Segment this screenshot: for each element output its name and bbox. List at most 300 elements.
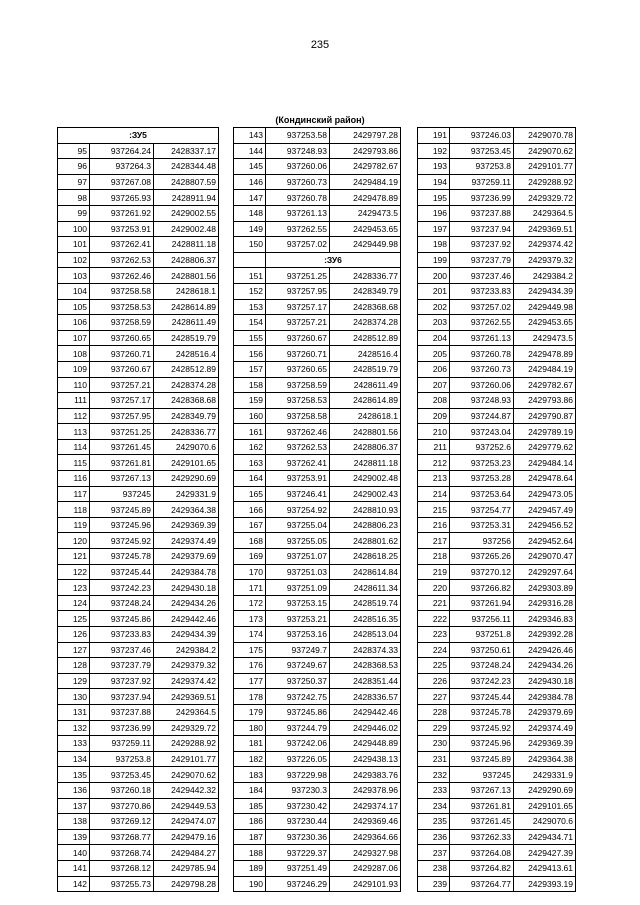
table-row — [418, 580, 576, 596]
y-coordinate-cell: 2429384.2 — [154, 642, 219, 658]
x-coordinate-cell: 937264.24 — [90, 143, 154, 159]
y-coordinate-cell: 2429316.28 — [514, 595, 576, 611]
point-number-cell: 217 — [418, 533, 450, 549]
table-row — [418, 767, 576, 783]
y-coordinate-cell: 2428368.68 — [330, 299, 401, 315]
x-coordinate-cell: 937242.23 — [90, 580, 154, 596]
point-number-cell: 106 — [58, 315, 90, 331]
y-coordinate-cell: 2429070.62 — [514, 143, 576, 159]
table-row — [234, 533, 401, 549]
x-coordinate-cell: 937262.53 — [90, 252, 154, 268]
y-coordinate-cell: 2429426.46 — [514, 642, 576, 658]
x-coordinate-cell: 937253.21 — [266, 611, 330, 627]
table-row — [234, 205, 401, 221]
point-number-cell: 134 — [58, 751, 90, 767]
x-coordinate-cell: 937256 — [450, 533, 514, 549]
table-row — [58, 595, 219, 611]
table-row — [234, 408, 401, 424]
y-coordinate-cell: 2428614.89 — [330, 393, 401, 409]
x-coordinate-cell: 937248.93 — [450, 393, 514, 409]
y-coordinate-cell: 2429453.65 — [514, 315, 576, 331]
table-row — [418, 408, 576, 424]
y-coordinate-cell: 2428618.1 — [154, 283, 219, 299]
x-coordinate-cell: 937230.42 — [266, 798, 330, 814]
table-row — [58, 751, 219, 767]
x-coordinate-cell: 937257.21 — [90, 377, 154, 393]
table-row — [234, 174, 401, 190]
point-number-cell: 202 — [418, 299, 450, 315]
table-row — [418, 268, 576, 284]
x-coordinate-cell: 937267.13 — [450, 782, 514, 798]
y-coordinate-cell: 2429434.26 — [154, 595, 219, 611]
table-row — [58, 502, 219, 518]
table-row — [58, 174, 219, 190]
y-coordinate-cell: 2428512.89 — [330, 330, 401, 346]
table-row — [418, 393, 576, 409]
x-coordinate-cell: 937258.53 — [90, 299, 154, 315]
y-coordinate-cell: 2429457.49 — [514, 502, 576, 518]
table-row — [58, 627, 219, 643]
x-coordinate-cell: 937246.29 — [266, 876, 330, 892]
point-number-cell: 102 — [58, 252, 90, 268]
table-row — [58, 455, 219, 471]
table-row — [234, 782, 401, 798]
coordinates-table-1 — [57, 127, 219, 892]
table-row — [58, 814, 219, 830]
point-number-cell: 167 — [234, 517, 266, 533]
y-coordinate-cell: 2429364.66 — [330, 829, 401, 845]
y-coordinate-cell: 2429434.71 — [514, 829, 576, 845]
y-coordinate-cell: 2429384.2 — [514, 268, 576, 284]
y-coordinate-cell: 2429364.38 — [154, 502, 219, 518]
x-coordinate-cell: 937261.81 — [90, 455, 154, 471]
point-number-cell: 138 — [58, 814, 90, 830]
point-number-cell: 133 — [58, 736, 90, 752]
table-row — [418, 252, 576, 268]
table-row — [418, 502, 576, 518]
x-coordinate-cell: 937253.28 — [450, 471, 514, 487]
y-coordinate-cell: 2428614.89 — [154, 299, 219, 315]
x-coordinate-cell: 937262.33 — [450, 829, 514, 845]
y-coordinate-cell: 2429413.61 — [514, 860, 576, 876]
table-row — [418, 549, 576, 565]
table-row — [418, 205, 576, 221]
table-row — [58, 549, 219, 565]
y-coordinate-cell: 2428801.56 — [330, 424, 401, 440]
point-number-cell: 115 — [58, 455, 90, 471]
table-row — [234, 299, 401, 315]
point-number-cell: 180 — [234, 720, 266, 736]
y-coordinate-cell: 2429364.38 — [514, 751, 576, 767]
point-number-cell: 169 — [234, 549, 266, 565]
section-label: :ЗУ6 — [266, 252, 401, 268]
table-row — [418, 143, 576, 159]
y-coordinate-cell: 2429430.18 — [154, 580, 219, 596]
x-coordinate-cell: 937264.77 — [450, 876, 514, 892]
x-coordinate-cell: 937230.44 — [266, 814, 330, 830]
table-row — [58, 798, 219, 814]
x-coordinate-cell: 937253.31 — [450, 517, 514, 533]
y-coordinate-cell: 2429070.6 — [154, 439, 219, 455]
point-number-cell: 162 — [234, 439, 266, 455]
point-number-cell: 216 — [418, 517, 450, 533]
x-coordinate-cell: 937260.67 — [90, 361, 154, 377]
x-coordinate-cell: 937262.46 — [90, 268, 154, 284]
table-row — [58, 564, 219, 580]
point-number-cell: 151 — [234, 268, 266, 284]
x-coordinate-cell: 937264.3 — [90, 159, 154, 175]
y-coordinate-cell: 2429329.72 — [514, 190, 576, 206]
table-row — [58, 658, 219, 674]
y-coordinate-cell: 2429452.64 — [514, 533, 576, 549]
y-coordinate-cell: 2429346.83 — [514, 611, 576, 627]
x-coordinate-cell: 937242.75 — [266, 689, 330, 705]
y-coordinate-cell: 2428336.77 — [330, 268, 401, 284]
point-number-cell: 126 — [58, 627, 90, 643]
y-coordinate-cell: 2429430.18 — [514, 673, 576, 689]
y-coordinate-cell: 2429478.89 — [514, 346, 576, 362]
point-number-cell: 135 — [58, 767, 90, 783]
x-coordinate-cell: 937255.05 — [266, 533, 330, 549]
table-row — [234, 829, 401, 845]
y-coordinate-cell: 2429101.65 — [514, 798, 576, 814]
x-coordinate-cell: 937230.36 — [266, 829, 330, 845]
x-coordinate-cell: 937237.88 — [90, 704, 154, 720]
y-coordinate-cell: 2429070.6 — [514, 814, 576, 830]
y-coordinate-cell: 2429101.93 — [330, 876, 401, 892]
y-coordinate-cell: 2428806.23 — [330, 517, 401, 533]
y-coordinate-cell: 2429002.43 — [330, 486, 401, 502]
x-coordinate-cell: 937265.93 — [90, 190, 154, 206]
y-coordinate-cell: 2429379.32 — [514, 252, 576, 268]
table-row — [58, 611, 219, 627]
x-coordinate-cell: 937237.94 — [90, 689, 154, 705]
point-number-cell: 186 — [234, 814, 266, 830]
table-row — [418, 128, 576, 144]
point-number-cell: 194 — [418, 174, 450, 190]
x-coordinate-cell: 937246.41 — [266, 486, 330, 502]
x-coordinate-cell: 937233.83 — [90, 627, 154, 643]
x-coordinate-cell: 937253.16 — [266, 627, 330, 643]
table-row — [58, 252, 219, 268]
y-coordinate-cell: 2429070.62 — [154, 767, 219, 783]
x-coordinate-cell: 937257.95 — [266, 283, 330, 299]
table-row — [418, 159, 576, 175]
y-coordinate-cell: 2429374.49 — [514, 720, 576, 736]
point-number-cell: 156 — [234, 346, 266, 362]
x-coordinate-cell: 937253.8 — [450, 159, 514, 175]
point-number-cell: 203 — [418, 315, 450, 331]
y-coordinate-cell: 2429287.06 — [330, 860, 401, 876]
x-coordinate-cell: 937245.86 — [266, 704, 330, 720]
x-coordinate-cell: 937260.71 — [90, 346, 154, 362]
y-coordinate-cell: 2429434.39 — [154, 627, 219, 643]
x-coordinate-cell: 937260.06 — [266, 159, 330, 175]
x-coordinate-cell: 937245.92 — [90, 533, 154, 549]
y-coordinate-cell: 2428911.94 — [154, 190, 219, 206]
x-coordinate-cell: 937237.92 — [90, 673, 154, 689]
x-coordinate-cell: 937230.3 — [266, 782, 330, 798]
x-coordinate-cell: 937253.15 — [266, 595, 330, 611]
y-coordinate-cell: 2429474.07 — [154, 814, 219, 830]
section-header-row — [234, 252, 401, 268]
x-coordinate-cell: 937236.99 — [90, 720, 154, 736]
y-coordinate-cell: 2429290.69 — [514, 782, 576, 798]
point-number-cell: 117 — [58, 486, 90, 502]
x-coordinate-cell: 937251.25 — [90, 424, 154, 440]
table-row — [58, 237, 219, 253]
point-number-cell: 161 — [234, 424, 266, 440]
table-row — [58, 205, 219, 221]
x-coordinate-cell: 937268.74 — [90, 845, 154, 861]
point-number-cell: 143 — [234, 128, 266, 144]
x-coordinate-cell: 937244.79 — [266, 720, 330, 736]
point-number-cell: 226 — [418, 673, 450, 689]
table-row — [418, 533, 576, 549]
table-row — [234, 673, 401, 689]
y-coordinate-cell: 2428374.28 — [154, 377, 219, 393]
x-coordinate-cell: 937260.67 — [266, 330, 330, 346]
point-number-cell: 160 — [234, 408, 266, 424]
point-number-cell: 159 — [234, 393, 266, 409]
point-number-cell: 155 — [234, 330, 266, 346]
x-coordinate-cell: 937237.88 — [450, 205, 514, 221]
x-coordinate-cell: 937245.96 — [450, 736, 514, 752]
point-number-cell: 111 — [58, 393, 90, 409]
point-number-cell: 207 — [418, 377, 450, 393]
y-coordinate-cell: 2429442.46 — [154, 611, 219, 627]
y-coordinate-cell: 2429383.76 — [330, 767, 401, 783]
table-row — [234, 845, 401, 861]
x-coordinate-cell: 937261.13 — [266, 205, 330, 221]
x-coordinate-cell: 937257.17 — [266, 299, 330, 315]
point-number-cell: 224 — [418, 642, 450, 658]
point-number-cell: 239 — [418, 876, 450, 892]
y-coordinate-cell: 2429331.9 — [514, 767, 576, 783]
table-row — [58, 486, 219, 502]
y-coordinate-cell: 2429379.32 — [154, 658, 219, 674]
point-number-cell: 116 — [58, 471, 90, 487]
table-row — [234, 330, 401, 346]
x-coordinate-cell: 937261.45 — [450, 814, 514, 830]
x-coordinate-cell: 937237.46 — [90, 642, 154, 658]
y-coordinate-cell: 2429290.69 — [154, 471, 219, 487]
table-row — [234, 268, 401, 284]
point-number-cell: 99 — [58, 205, 90, 221]
y-coordinate-cell: 2429484.14 — [514, 455, 576, 471]
y-coordinate-cell: 2429369.39 — [514, 736, 576, 752]
y-coordinate-cell: 2428336.57 — [330, 689, 401, 705]
table-row — [418, 424, 576, 440]
point-number-cell: 130 — [58, 689, 90, 705]
y-coordinate-cell: 2429392.28 — [514, 627, 576, 643]
table-row — [234, 486, 401, 502]
x-coordinate-cell: 937259.11 — [90, 736, 154, 752]
table-row — [234, 642, 401, 658]
y-coordinate-cell: 2429484.27 — [154, 845, 219, 861]
y-coordinate-cell: 2428374.28 — [330, 315, 401, 331]
point-number-cell: 222 — [418, 611, 450, 627]
point-number-cell: 205 — [418, 346, 450, 362]
x-coordinate-cell: 937251.49 — [266, 860, 330, 876]
x-coordinate-cell: 937255.73 — [90, 876, 154, 892]
y-coordinate-cell: 2428611.34 — [330, 580, 401, 596]
table-row — [418, 689, 576, 705]
y-coordinate-cell: 2429782.67 — [330, 159, 401, 175]
table-row — [418, 237, 576, 253]
table-row — [418, 860, 576, 876]
point-number-cell: 174 — [234, 627, 266, 643]
y-coordinate-cell: 2428519.79 — [154, 330, 219, 346]
y-coordinate-cell: 2429002.48 — [330, 471, 401, 487]
table-row — [58, 361, 219, 377]
point-number-cell: 114 — [58, 439, 90, 455]
point-number-cell: 122 — [58, 564, 90, 580]
x-coordinate-cell: 937268.12 — [90, 860, 154, 876]
point-number-cell: 101 — [58, 237, 90, 253]
x-coordinate-cell: 937253.8 — [90, 751, 154, 767]
point-number-cell: 171 — [234, 580, 266, 596]
point-number-cell: 208 — [418, 393, 450, 409]
y-coordinate-cell: 2428516.4 — [330, 346, 401, 362]
x-coordinate-cell: 937244.87 — [450, 408, 514, 424]
x-coordinate-cell: 937245.78 — [450, 704, 514, 720]
y-coordinate-cell: 2429449.53 — [154, 798, 219, 814]
point-number-cell: 132 — [58, 720, 90, 736]
table-row — [234, 128, 401, 144]
point-number-cell: 136 — [58, 782, 90, 798]
point-number-cell: 178 — [234, 689, 266, 705]
table-row — [58, 720, 219, 736]
x-coordinate-cell: 937242.06 — [266, 736, 330, 752]
table-row — [418, 627, 576, 643]
x-coordinate-cell: 937267.13 — [90, 471, 154, 487]
y-coordinate-cell: 2429449.98 — [514, 299, 576, 315]
y-coordinate-cell: 2429070.78 — [514, 128, 576, 144]
point-number-cell: 206 — [418, 361, 450, 377]
y-coordinate-cell: 2429374.42 — [514, 237, 576, 253]
y-coordinate-cell: 2428611.49 — [154, 315, 219, 331]
x-coordinate-cell: 937266.82 — [450, 580, 514, 596]
y-coordinate-cell: 2428344.48 — [154, 159, 219, 175]
table-row — [234, 439, 401, 455]
x-coordinate-cell: 937248.93 — [266, 143, 330, 159]
point-number-cell: 187 — [234, 829, 266, 845]
x-coordinate-cell: 937261.13 — [450, 330, 514, 346]
y-coordinate-cell: 2429002.55 — [154, 205, 219, 221]
y-coordinate-cell: 2429101.65 — [154, 455, 219, 471]
point-number-cell: 148 — [234, 205, 266, 221]
table-row — [58, 424, 219, 440]
table-row — [58, 143, 219, 159]
table-row — [234, 860, 401, 876]
point-number-cell: 188 — [234, 845, 266, 861]
point-number-cell: 201 — [418, 283, 450, 299]
point-number-cell: 147 — [234, 190, 266, 206]
point-number-cell: 131 — [58, 704, 90, 720]
point-number-cell: 200 — [418, 268, 450, 284]
point-number-cell: 165 — [234, 486, 266, 502]
x-coordinate-cell: 937245.44 — [450, 689, 514, 705]
y-coordinate-cell: 2429288.92 — [154, 736, 219, 752]
table-row — [234, 159, 401, 175]
y-coordinate-cell: 2429478.89 — [330, 190, 401, 206]
point-number-cell: 150 — [234, 237, 266, 253]
point-number-cell: 127 — [58, 642, 90, 658]
point-number-cell: 170 — [234, 564, 266, 580]
x-coordinate-cell: 937270.86 — [90, 798, 154, 814]
point-number-cell: 141 — [58, 860, 90, 876]
table-row — [418, 564, 576, 580]
y-coordinate-cell: 2429364.5 — [154, 704, 219, 720]
y-coordinate-cell: 2428336.77 — [154, 424, 219, 440]
point-number-cell: 204 — [418, 330, 450, 346]
y-coordinate-cell: 2428374.33 — [330, 642, 401, 658]
table-row — [418, 346, 576, 362]
table-row — [234, 689, 401, 705]
x-coordinate-cell: 937257.21 — [266, 315, 330, 331]
x-coordinate-cell: 937245.44 — [90, 564, 154, 580]
x-coordinate-cell: 937257.17 — [90, 393, 154, 409]
point-number-cell: 192 — [418, 143, 450, 159]
point-number-cell: 166 — [234, 502, 266, 518]
y-coordinate-cell: 2429798.28 — [154, 876, 219, 892]
table-row — [234, 736, 401, 752]
table-row — [58, 393, 219, 409]
y-coordinate-cell: 2429369.51 — [154, 689, 219, 705]
point-number-cell: 232 — [418, 767, 450, 783]
point-number-cell: 210 — [418, 424, 450, 440]
point-number-cell: 144 — [234, 143, 266, 159]
point-number-cell: 229 — [418, 720, 450, 736]
table-row — [418, 736, 576, 752]
point-number-cell: 98 — [58, 190, 90, 206]
table-row — [58, 159, 219, 175]
x-coordinate-cell: 937269.12 — [90, 814, 154, 830]
x-coordinate-cell: 937245 — [450, 767, 514, 783]
y-coordinate-cell: 2428618.1 — [330, 408, 401, 424]
point-number-cell: 236 — [418, 829, 450, 845]
table-row — [234, 221, 401, 237]
y-coordinate-cell: 2429101.77 — [514, 159, 576, 175]
y-coordinate-cell: 2429442.46 — [330, 704, 401, 720]
point-number-cell: 176 — [234, 658, 266, 674]
y-coordinate-cell: 2429442.32 — [154, 782, 219, 798]
table-row — [418, 330, 576, 346]
y-coordinate-cell: 2429374.42 — [154, 673, 219, 689]
y-coordinate-cell: 2429378.96 — [330, 782, 401, 798]
x-coordinate-cell: 937262.55 — [450, 315, 514, 331]
point-number-cell: 189 — [234, 860, 266, 876]
x-coordinate-cell: 937258.59 — [90, 315, 154, 331]
y-coordinate-cell: 2429446.02 — [330, 720, 401, 736]
x-coordinate-cell: 937261.81 — [450, 798, 514, 814]
table-row — [234, 798, 401, 814]
y-coordinate-cell: 2429479.16 — [154, 829, 219, 845]
point-number-cell: 128 — [58, 658, 90, 674]
x-coordinate-cell: 937248.24 — [450, 658, 514, 674]
x-coordinate-cell: 937229.98 — [266, 767, 330, 783]
y-coordinate-cell: 2429374.17 — [330, 798, 401, 814]
y-coordinate-cell: 2429793.86 — [330, 143, 401, 159]
point-number-cell: 215 — [418, 502, 450, 518]
y-coordinate-cell: 2428614.84 — [330, 564, 401, 580]
table-row — [418, 315, 576, 331]
point-number-cell: 118 — [58, 502, 90, 518]
coordinates-table-3 — [417, 127, 576, 892]
x-coordinate-cell: 937250.61 — [450, 642, 514, 658]
y-coordinate-cell: 2429427.39 — [514, 845, 576, 861]
